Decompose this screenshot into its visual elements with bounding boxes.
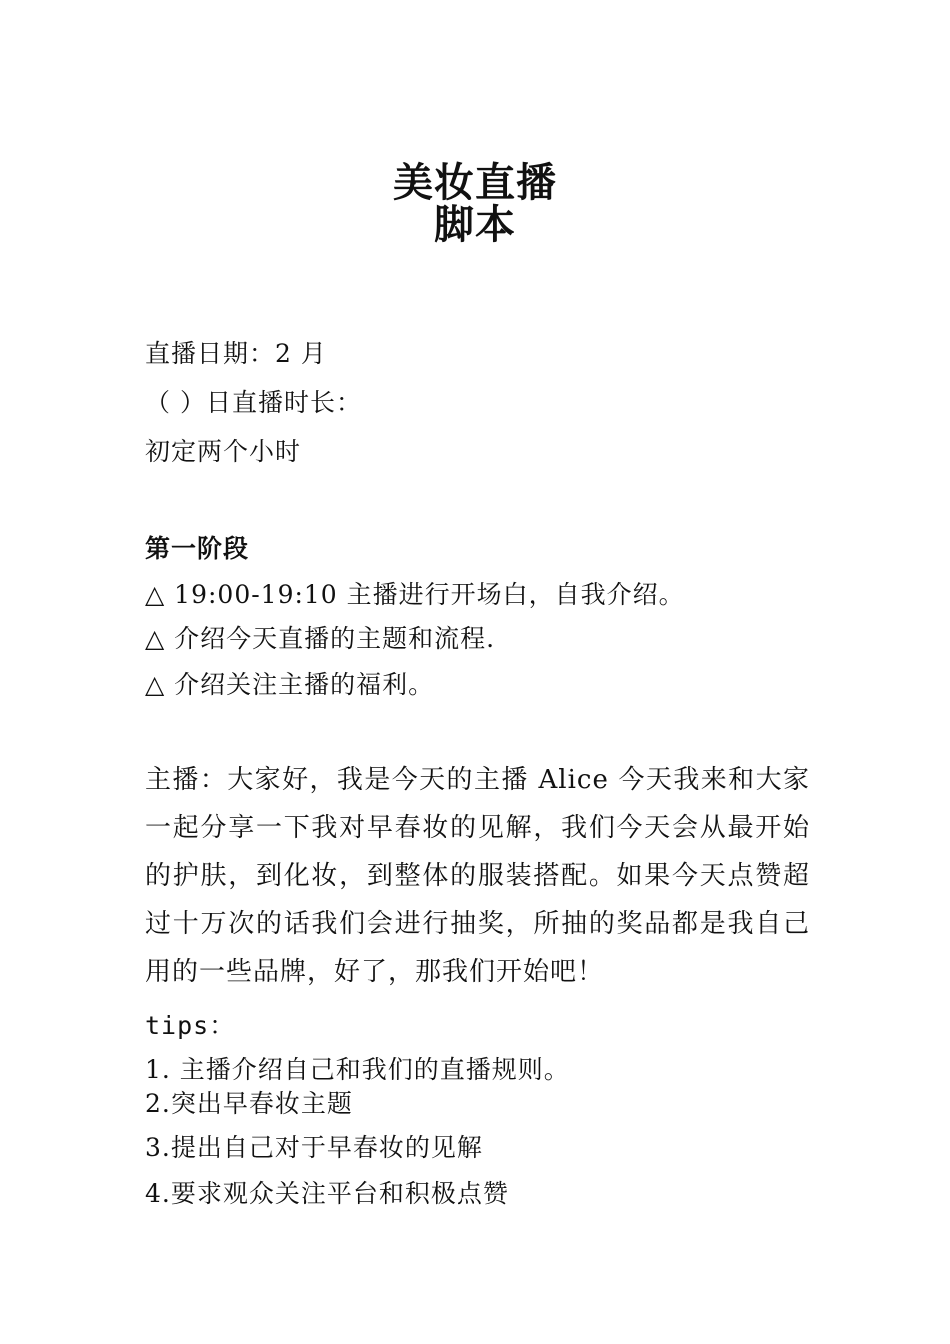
host-script-paragraph: 主播：大家好，我是今天的主播 Alice 今天我来和大家一起分享一下我对早春妆的见解，我们今天会从最开始的护肤，到化妆，到整体的服装搭配。如果今天点赞超过十万次的话我们会进行抽奖，所抽的奖品都是我自己用的一些品牌，好了，那我们开始吧！	[145, 765, 810, 987]
live-duration-value: 初定两个小时	[145, 437, 302, 466]
live-duration-line: （ ）日直播时长：	[145, 388, 362, 417]
tips-label: tips：	[145, 1011, 236, 1040]
tips-item: 3.提出自己对于早春妆的见解	[145, 1133, 483, 1162]
document-title-line-1: 美妆直播	[393, 160, 557, 206]
document-title-line-2: 脚本	[434, 202, 516, 248]
tips-item: 1. 主播介绍自己和我们的直播规则。	[145, 1055, 570, 1084]
stage-1-item: △ 介绍今天直播的主题和流程.	[145, 624, 496, 653]
stage-1-heading: 第一阶段	[145, 534, 250, 563]
tips-item: 2.突出早春妆主题	[145, 1089, 353, 1118]
stage-1-item: △ 介绍关注主播的福利。	[145, 670, 435, 699]
stage-1-item: △ 19:00-19:10 主播进行开场白，自我介绍。	[145, 580, 685, 609]
tips-item: 4.要求观众关注平台和积极点赞	[145, 1179, 509, 1208]
live-date-line: 直播日期：2 月	[145, 339, 327, 368]
